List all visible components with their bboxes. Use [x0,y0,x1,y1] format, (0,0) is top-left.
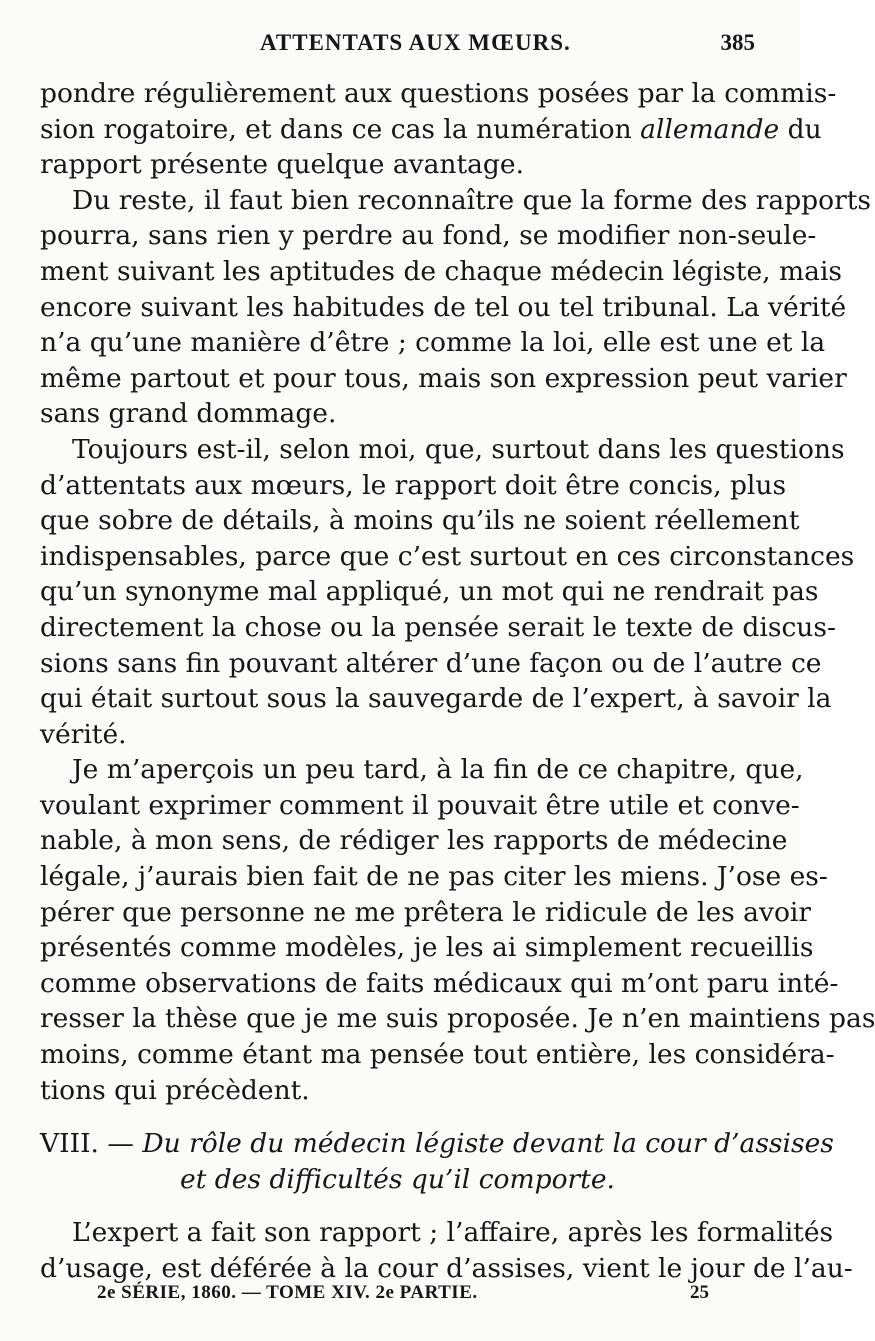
text-line: sans grand dommage. [40,398,337,430]
text-segment: du [787,113,822,145]
spacer [40,1108,755,1126]
text-line: moins, comme étant ma pensée tout entière, les considéra- [40,1039,835,1071]
page-header [45,30,755,70]
text-line: pourra, sans rien y perdre au fond, se modifier non-seule- [40,220,817,252]
paragraph-4 [40,752,875,1108]
text-line: présentés comme modèles, je les ai simplement recueillis [40,932,814,964]
text-line: pérer que personne ne me prêtera le ridicule de les avoir [40,896,812,928]
section-number: VIII. — [40,1128,134,1160]
italic-word: allemande [640,113,780,145]
text-line: Toujours est-il, selon moi, que, surtout dans les questions [72,433,845,465]
text-line: nable, à mon sens, de rédiger les rapports de médecine [40,825,788,857]
text-line: directement la chose ou la pensée serait le texte de discus- [40,611,836,643]
text-line: pondre régulièrement aux questions posées par la commis- [40,78,837,109]
section-heading [40,1126,834,1197]
paragraph-1 [40,76,837,183]
text-line: comme observations de faits médicaux qui m’ont paru inté- [40,967,839,999]
text-line: même partout et pour tous, mais son expression peut varier [40,362,847,394]
paragraph-5 [40,1215,853,1286]
running-head: ATTENTATS AUX MŒURS. [260,30,571,55]
text-line: d’usage, est déférée à la cour d’assises, vient le jour de l’au- [40,1253,853,1284]
text-line: voulant exprimer comment il pouvait être utile et conve- [40,789,800,821]
section-title-line-2: et des difficultés qu’il comporte. [180,1163,615,1195]
page-footer [97,1282,709,1312]
paragraph-3 [40,432,855,752]
text-line-with-italic [40,112,822,148]
text-line: qu’un synonyme mal appliqué, un mot qui ne rendrait pas [40,576,819,608]
text-line: légale, j’aurais bien fait de ne pas citer les miens. J’ose es- [40,861,828,893]
text-line: n’a qu’une manière d’être ; comme la loi, elle est une et la [40,327,826,359]
text-line: sions sans fin pouvant altérer d’une façon ou de l’autre ce [40,647,822,679]
signature-mark: 25 [690,1282,709,1303]
series-note: 2e SÉRIE, 1860. — TOME XIV. 2e PARTIE. [97,1282,478,1303]
text-line: L’expert a fait son rapport ; l’affaire, après les formalités [72,1217,834,1249]
text-line: qui était surtout sous la sauvegarde de l’expert, à savoir la [40,683,832,715]
text-line: tions qui précèdent. [40,1074,310,1106]
paragraph-2 [40,183,872,432]
text-line: Du reste, il faut bien reconnaître que la forme des rapports [72,184,872,216]
text-line: que sobre de détails, à moins qu’ils ne soient réellement [40,505,800,537]
section-title-line-1 [40,1126,834,1162]
page-number: 385 [720,30,755,55]
text-line: rapport présente quelque avantage. [40,149,524,181]
text-line: indispensables, parce que c’est surtout en ces circonstances [40,540,855,572]
text-line: Je m’aperçois un peu tard, à la fin de ce chapitre, que, [72,754,804,786]
text-line: d’attentats aux mœurs, le rapport doit être concis, plus [40,469,787,501]
text-line: resser la thèse que je me suis proposée. Je n’en maintiens pas [40,1003,875,1035]
section-title: Du rôle du médecin légiste devant la cour d’assises [142,1128,834,1160]
text-segment: sion rogatoire, et dans ce cas la numération [40,113,632,145]
text-line: ment suivant les aptitudes de chaque médecin légiste, mais [40,255,843,287]
page-body [40,76,875,1287]
spacer [40,1197,755,1215]
text-line: encore suivant les habitudes de tel ou tel tribunal. La vérité [40,291,847,323]
text-line: vérité. [40,718,127,750]
